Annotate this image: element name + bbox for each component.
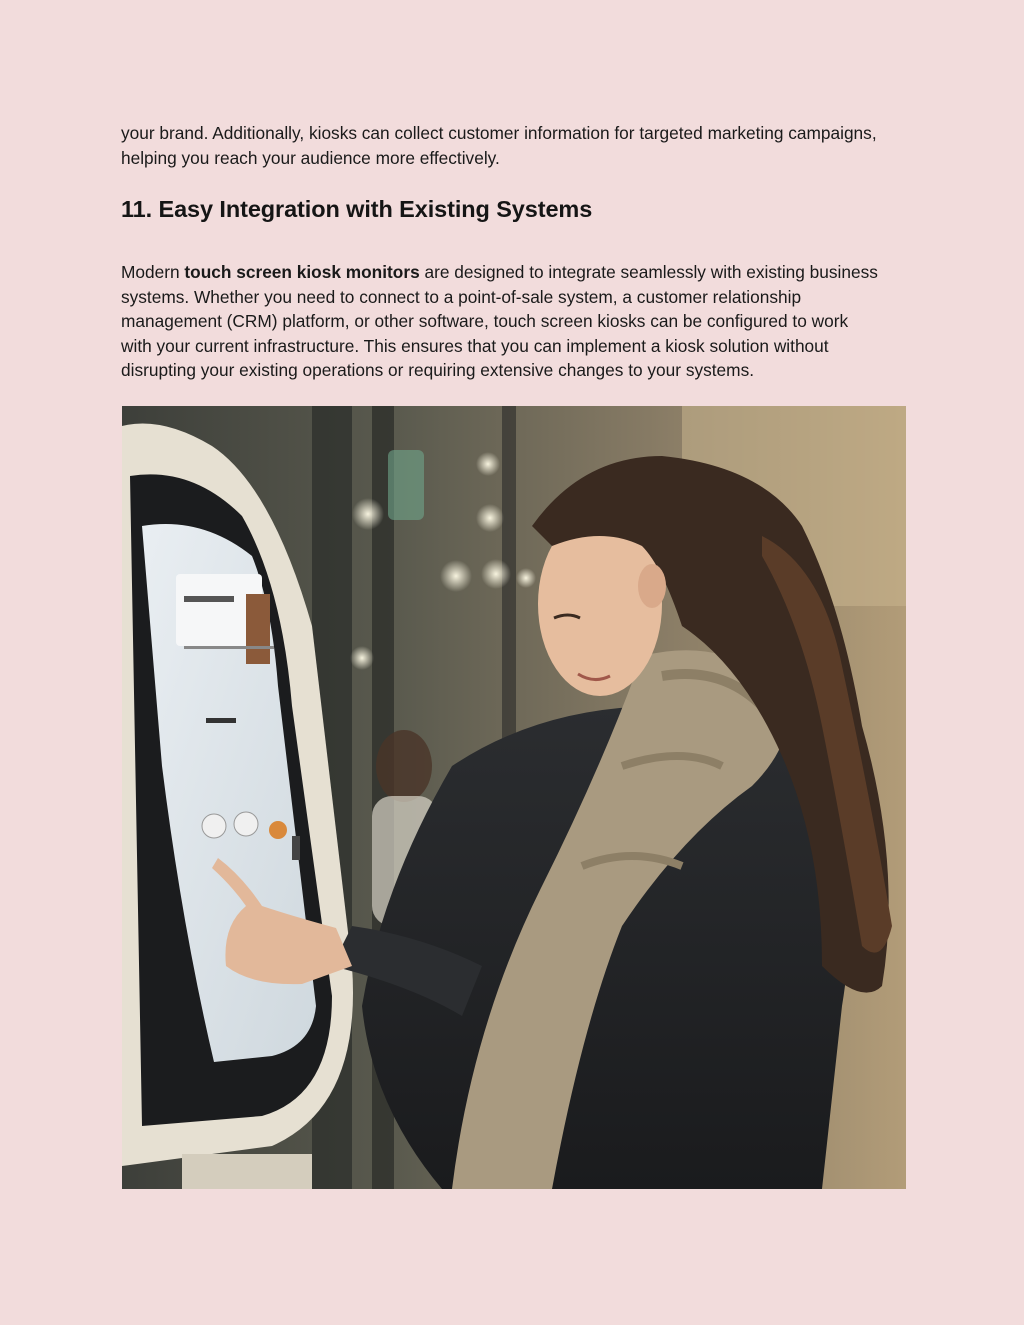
intro-paragraph: your brand. Additionally, kiosks can collect customer information for targeted marketing campaigns, helping you reach your audience more effectively.: [121, 123, 877, 168]
section-body-paragraph: [121, 260, 881, 383]
section-heading: 11. Easy Integration with Existing Systems: [121, 196, 593, 222]
body-prefix: Modern: [121, 262, 185, 282]
body-rest: are designed to integrate seamlessly with existing business systems. Whether you need to connect to a point-of-sale system, a customer relationship management (CRM) platform, or other software, touch screen kiosks can be configured to work with your current infrastructure. This ensures that you can implement a kiosk solution without disrupting your existing operations or requiring extensive changes to your systems.: [121, 262, 878, 380]
kiosk-photo-illustration: [122, 406, 906, 1189]
kiosk-photo: [122, 406, 906, 1189]
body-bold-keyword: touch screen kiosk monitors: [184, 262, 420, 282]
